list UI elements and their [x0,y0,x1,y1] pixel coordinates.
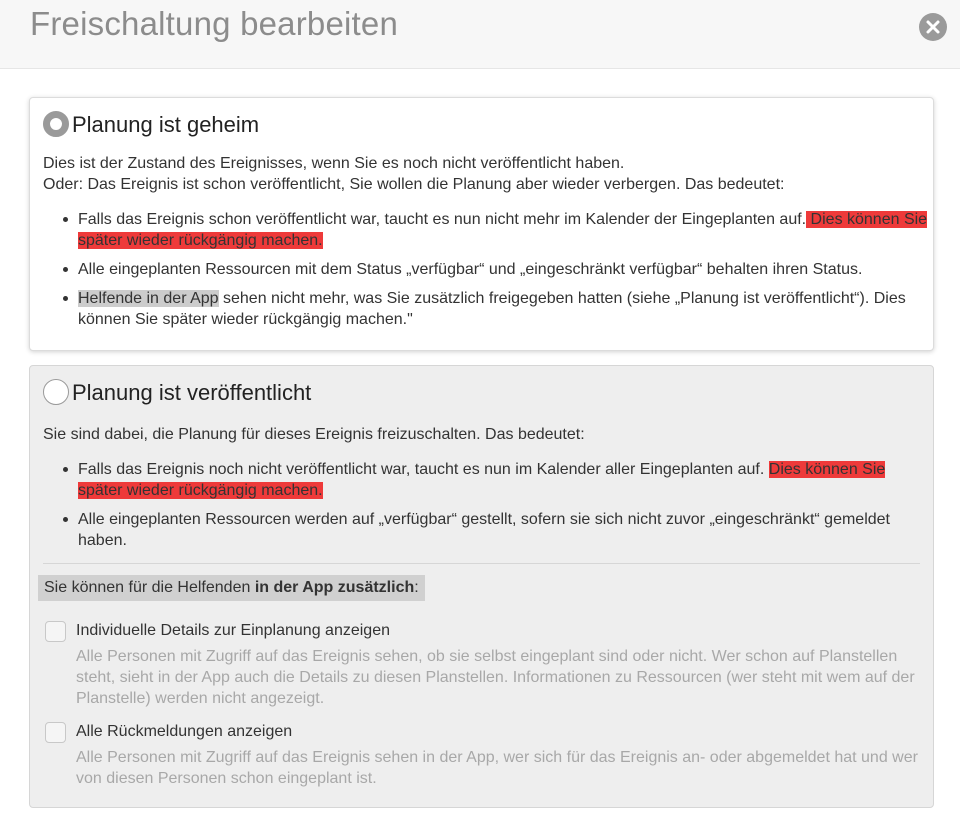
heading-bold: in der App zusätzlich [254,579,415,596]
list-item [78,259,934,280]
radio-planning-secret[interactable] [43,111,69,137]
bullet-list [43,459,918,559]
list-item [78,288,934,330]
checkbox-description: Alle Personen mit Zugriff auf das Ereignis sehen in der App, wer sich für das Ereignis an- oder abgemeldet hat und wer von diesen Personen schon eingeplant ist. [76,749,918,787]
bullet-text: Falls das Ereignis noch nicht veröffentlicht war, taucht es nun im Kalender aller Eingeplanten auf. [78,461,769,478]
list-item [78,209,934,251]
additional-options-heading [38,575,425,601]
bullet-text: Alle eingeplanten Ressourcen mit dem Status „verfügbar“ und „eingeschränkt verfügbar“ behalten ihren Status. [78,261,863,278]
description-line: Oder: Das Ereignis ist schon veröffentlicht, Sie wollen die Planung aber wieder verbergen. Das bedeutet: [43,176,785,193]
bullet-list [43,209,934,338]
radio-planning-published[interactable] [43,379,69,405]
show-all-responses-checkbox[interactable] [45,722,66,743]
option-title: Planung ist veröffentlicht [72,380,312,405]
bullet-text: sehen nicht mehr, was Sie zusätzlich freigegeben hatten (siehe „Planung ist veröffentlicht“). Dies können Sie später wieder rückgängig machen." [78,290,906,328]
checkbox-label: Individuelle Details zur Einplanung anzeigen [76,622,390,639]
heading-suffix: : [414,579,419,596]
dialog-header [0,0,960,69]
bullet-text: Alle eingeplanten Ressourcen werden auf „verfügbar“ gestellt, sofern sie sich nicht zuvor „eingeschränkt“ gemeldet haben. [78,511,890,549]
list-item [78,459,918,501]
option-title: Planung ist geheim [72,112,260,137]
revert-note-highlight: Dies können Sie später wieder rückgängig machen. [78,211,928,249]
close-button[interactable] [919,13,947,41]
revert-note-highlight: Dies können Sie später wieder rückgängig machen. [78,461,886,499]
checkbox-description: Alle Personen mit Zugriff auf das Ereignis sehen, ob sie selbst eingeplant sind oder nicht. Wer schon auf Planstellen steht, sieht in der App auch die Details zu diesen Planstellen. Informationen zu Ressourcen (wer steht mit wem auf der Planstelle) werden nicht angezeigt. [76,648,915,707]
option-description: Sie sind dabei, die Planung für dieses Ereignis freizuschalten. Das bedeutet: [43,426,585,443]
option-description [43,153,784,195]
bullet-text: Falls das Ereignis schon veröffentlicht war, taucht es nun nicht mehr im Kalender der Eingeplanten auf. [78,211,807,228]
show-individual-details-checkbox[interactable] [45,621,66,642]
checkbox-label: Alle Rückmeldungen anzeigen [76,723,293,740]
close-icon [919,13,947,41]
helpers-in-app-highlight: Helfende in der App [78,290,219,307]
dialog-title: Freischaltung bearbeiten [30,5,399,42]
list-item [78,509,918,551]
option-planning-published[interactable] [29,365,934,808]
option-planning-secret[interactable] [29,97,934,351]
heading-prefix: Sie können für die Helfenden [44,579,255,596]
divider [43,563,920,564]
description-line: Dies ist der Zustand des Ereignisses, wenn Sie es noch nicht veröffentlicht haben. [43,155,625,172]
